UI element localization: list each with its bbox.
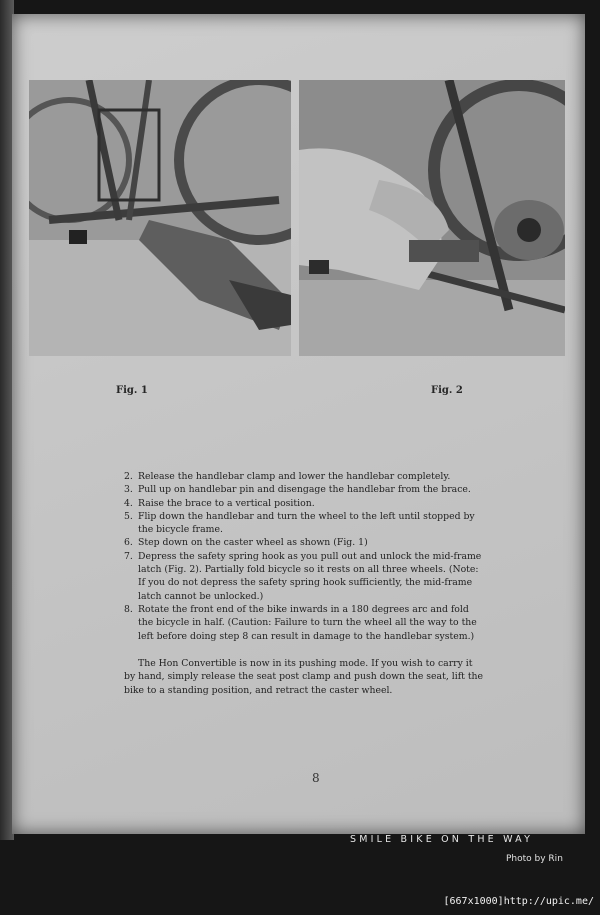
figure-1-caption: Fig. 1 [116,385,148,396]
closing-paragraph: The Hon Convertible is now in its pushing mode. If you wish to carry it by hand, simply release the seat post clamp and push down the seat, lift the bike to a standing position, and retract the caster wheel. [124,658,484,696]
figure-2-photo [299,80,565,356]
page-number: 8 [312,771,320,785]
instruction-step: 5. Flip down the handlebar and turn the wheel to the left until stopped by the bicycle frame. [124,510,475,536]
instruction-step: 6. Step down on the caster wheel as shown (Fig. 1) [124,537,368,549]
photo-credit: Photo by Rin [506,854,563,864]
instruction-step: 3. Pull up on handlebar pin and disengage the handlebar from the brace. [124,484,471,496]
instruction-step: 2. Release the handlebar clamp and lower the handlebar completely. [124,471,451,482]
instruction-step: 7. Depress the safety spring hook as you pull out and unlock the mid-frame latch (Fig. 2). Partially fold bicycle so it rests on all three wheels. (Note: If you do not depress the safety spring hook sufficiently, the mid-frame latch cannot be unlocked.) [124,550,482,602]
source-link[interactable]: [667x1000]http://upic.me/ [443,896,594,907]
figure-1-photo [29,80,291,356]
manual-page [12,14,585,834]
instruction-step: 8. Rotate the front end of the bike inwards in a 180 degrees arc and fold the bicycle in half. (Caution: Failure to turn the wheel all the way to the left before doing step 8 can result in damage to the handlebar system.) [124,603,477,642]
instruction-step: 4. Raise the brace to a vertical position. [124,497,315,509]
watermark-title: SMILE BIKE ON THE WAY [350,834,534,845]
instruction-list [124,470,484,643]
figure-2-caption: Fig. 2 [431,385,463,396]
